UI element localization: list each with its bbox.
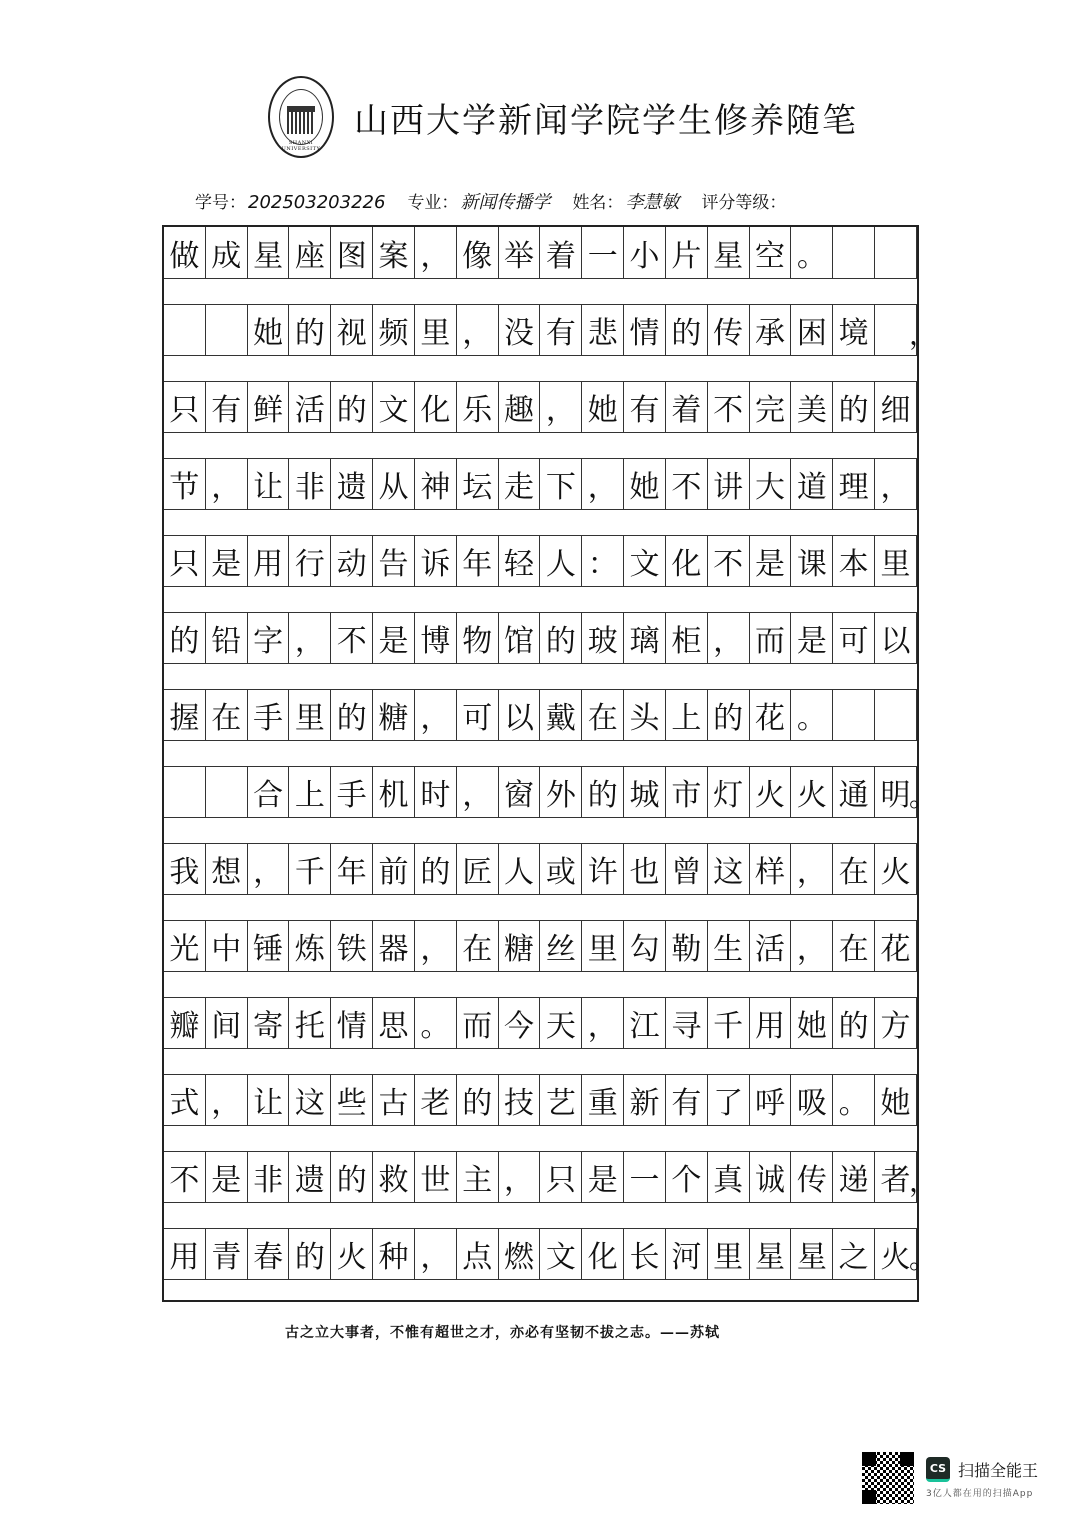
grid-cell: 没 <box>499 305 541 355</box>
grid-cell: ， <box>499 1152 541 1202</box>
grid-cell: 情 <box>331 998 373 1048</box>
grid-cell: 只 <box>164 382 206 432</box>
grid-row <box>164 1151 937 1203</box>
grid-cell: ， <box>415 921 457 971</box>
grid-cell: 方 <box>875 998 917 1048</box>
grid-cell: 里 <box>582 921 624 971</box>
grid-row <box>164 535 917 587</box>
grid-cell: 诉 <box>415 536 457 586</box>
grid-cell: 的 <box>582 767 624 817</box>
grid-cell: ： <box>582 536 624 586</box>
grid-cell: ， <box>289 613 331 663</box>
grid-cell: 的 <box>540 613 582 663</box>
grid-cell: 火 <box>791 767 833 817</box>
grid-cell: 举 <box>499 227 541 278</box>
grid-cell: 本 <box>833 536 875 586</box>
grid-cell <box>875 690 917 740</box>
app-name: 扫描全能王 <box>958 1461 1039 1480</box>
grid-cell: 图 <box>331 227 373 278</box>
grid-cell: 以 <box>875 613 917 663</box>
major-label: 专业： <box>407 193 459 213</box>
grid-cell: 完 <box>750 382 792 432</box>
grid-cell: 之 <box>833 1229 875 1279</box>
grid-cell: 柜 <box>666 613 708 663</box>
grid-cell: ， <box>206 1075 248 1125</box>
grid-cell: 的 <box>164 613 206 663</box>
grid-row <box>164 997 917 1049</box>
grid-cell: 生 <box>708 921 750 971</box>
grid-cell: ， <box>540 382 582 432</box>
grid-cell: 锤 <box>248 921 290 971</box>
grid-cell: ， <box>415 1229 457 1279</box>
grid-cell: 的 <box>708 690 750 740</box>
grid-cell: 的 <box>331 382 373 432</box>
grid-cell: 物 <box>457 613 499 663</box>
grid-cell: 的 <box>289 305 331 355</box>
grid-cell: 不 <box>666 459 708 509</box>
grid-cell: 者 <box>875 1152 917 1202</box>
grid-cell: 。 <box>833 1075 875 1125</box>
grid-cell: 她 <box>875 1075 917 1125</box>
grid-cell: 只 <box>540 1152 582 1202</box>
grid-cell: 或 <box>540 844 582 894</box>
grid-cell: 上 <box>666 690 708 740</box>
grid-cell: 里 <box>708 1229 750 1279</box>
grid-cell: 化 <box>415 382 457 432</box>
grid-cell: 光 <box>164 921 206 971</box>
grid-row <box>164 1074 917 1126</box>
grid-cell: ， <box>875 459 917 509</box>
grid-cell: ， <box>457 767 499 817</box>
page-title: 山西大学新闻学院学生修养随笔 <box>354 100 858 141</box>
grid-cell: 告 <box>373 536 415 586</box>
grid-cell: 活 <box>750 921 792 971</box>
grid-cell <box>833 690 875 740</box>
grid-cell: 世 <box>415 1152 457 1202</box>
grid-cell: 勾 <box>624 921 666 971</box>
overflow-punctuation: 。 <box>908 780 937 813</box>
grid-cell: 在 <box>206 690 248 740</box>
grid-cell: 节 <box>164 459 206 509</box>
grid-cell: 握 <box>164 690 206 740</box>
grid-cell: 托 <box>289 998 331 1048</box>
grid-cell: 星 <box>248 227 290 278</box>
grid-cell: 是 <box>206 536 248 586</box>
grid-cell: 空 <box>750 227 792 278</box>
grid-cell: 是 <box>206 1152 248 1202</box>
grid-cell: 轻 <box>499 536 541 586</box>
grid-cell: ， <box>791 844 833 894</box>
grid-cell <box>875 227 917 278</box>
grid-cell: 河 <box>666 1229 708 1279</box>
page-header <box>268 72 858 162</box>
grid-row <box>164 843 917 895</box>
grid-cell: 是 <box>582 1152 624 1202</box>
grid-cell: 行 <box>289 536 331 586</box>
grid-cell: 一 <box>582 227 624 278</box>
grid-cell: 而 <box>457 998 499 1048</box>
grid-cell: 传 <box>791 1152 833 1202</box>
grid-cell: 美 <box>791 382 833 432</box>
grid-cell: 动 <box>331 536 373 586</box>
grid-cell: 救 <box>373 1152 415 1202</box>
grid-cell: 吸 <box>791 1075 833 1125</box>
grid-cell <box>206 767 248 817</box>
grid-cell: 的 <box>415 844 457 894</box>
overflow-punctuation: ， <box>908 1165 937 1198</box>
grid-cell <box>164 767 206 817</box>
grid-cell: 不 <box>164 1152 206 1202</box>
grid-cell: 式 <box>164 1075 206 1125</box>
grid-cell: 戴 <box>540 690 582 740</box>
grid-cell: 让 <box>248 1075 290 1125</box>
grid-cell: 真 <box>708 1152 750 1202</box>
grid-cell: 像 <box>457 227 499 278</box>
student-id-label: 学号： <box>195 193 246 213</box>
grid-cell: 灯 <box>708 767 750 817</box>
grid-cell: 神 <box>415 459 457 509</box>
grid-cell: 老 <box>415 1075 457 1125</box>
grid-cell: 她 <box>248 305 290 355</box>
grid-cell: 火 <box>331 1229 373 1279</box>
grid-cell: 遗 <box>289 1152 331 1202</box>
grid-cell: 文 <box>540 1229 582 1279</box>
writing-grid <box>162 225 937 1302</box>
grid-cell: 用 <box>750 998 792 1048</box>
grid-row <box>164 766 937 818</box>
grid-cell: 了 <box>708 1075 750 1125</box>
grid-cell: 市 <box>666 767 708 817</box>
grid-cell: 璃 <box>624 613 666 663</box>
grid-cell: 以 <box>499 690 541 740</box>
grid-cell: 间 <box>206 998 248 1048</box>
grid-cell: 星 <box>708 227 750 278</box>
student-id-value: 202503203226 <box>248 192 386 213</box>
grid-cell: 江 <box>624 998 666 1048</box>
grid-cell: 炼 <box>289 921 331 971</box>
name-label: 姓名： <box>572 193 624 213</box>
grid-cell: 乐 <box>457 382 499 432</box>
grid-cell: 器 <box>373 921 415 971</box>
grid-cell: 道 <box>791 459 833 509</box>
grid-cell: 的 <box>457 1075 499 1125</box>
grid-cell: 铅 <box>206 613 248 663</box>
grid-cell: 古 <box>373 1075 415 1125</box>
grid-cell: 手 <box>331 767 373 817</box>
grid-cell: 年 <box>331 844 373 894</box>
grid-cell: 种 <box>373 1229 415 1279</box>
grid-cell: 个 <box>666 1152 708 1202</box>
grid-cell: 这 <box>708 844 750 894</box>
grid-cell: 里 <box>289 690 331 740</box>
grid-cell: 火 <box>875 844 917 894</box>
grid-cell: 今 <box>499 998 541 1048</box>
grid-cell: ， <box>248 844 290 894</box>
grid-cell: 瓣 <box>164 998 206 1048</box>
grid-cell: 重 <box>582 1075 624 1125</box>
grid-cell: 前 <box>373 844 415 894</box>
grid-cell: 年 <box>457 536 499 586</box>
grid-cell: 情 <box>624 305 666 355</box>
grid-cell: 匠 <box>457 844 499 894</box>
grid-cell: 是 <box>791 613 833 663</box>
grid-cell: 里 <box>415 305 457 355</box>
grid-cell: 曾 <box>666 844 708 894</box>
grid-cell: 星 <box>750 1229 792 1279</box>
grid-cell: 外 <box>540 767 582 817</box>
grid-cell: 非 <box>248 1152 290 1202</box>
grid-cell: 而 <box>750 613 792 663</box>
grid-cell: 。 <box>791 690 833 740</box>
app-tagline: 3亿人都在用的扫描App <box>926 1489 1034 1499</box>
grid-cell: ， <box>708 613 750 663</box>
grid-cell: 在 <box>833 921 875 971</box>
grid-cell: 。 <box>415 998 457 1048</box>
grid-cell: 化 <box>582 1229 624 1279</box>
grid-cell: 人 <box>499 844 541 894</box>
grid-cell: 座 <box>289 227 331 278</box>
grid-cell: 有 <box>624 382 666 432</box>
university-seal-icon: SHANXI UNIVERSITY <box>268 76 334 158</box>
grid-cell: 用 <box>248 536 290 586</box>
grid-cell: 春 <box>248 1229 290 1279</box>
grid-cell: 艺 <box>540 1075 582 1125</box>
grid-cell: 点 <box>457 1229 499 1279</box>
grid-cell: 可 <box>457 690 499 740</box>
grid-cell: 成 <box>206 227 248 278</box>
grid-cell: 。 <box>791 227 833 278</box>
name-value: 李慧敏 <box>625 192 680 213</box>
grid-cell: 小 <box>624 227 666 278</box>
grid-cell: 的 <box>833 998 875 1048</box>
grid-cell: 只 <box>164 536 206 586</box>
grid-cell: 天 <box>540 998 582 1048</box>
grid-cell: 递 <box>833 1152 875 1202</box>
grid-cell: 她 <box>624 459 666 509</box>
grid-cell: 的 <box>289 1229 331 1279</box>
grid-cell: 有 <box>666 1075 708 1125</box>
grid-cell: 的 <box>331 1152 373 1202</box>
grid-cell: 手 <box>248 690 290 740</box>
grid-cell: 呼 <box>750 1075 792 1125</box>
grid-cell: 诚 <box>750 1152 792 1202</box>
grid-cell: 着 <box>666 382 708 432</box>
grid-cell: 着 <box>540 227 582 278</box>
grid-cell: 大 <box>750 459 792 509</box>
grid-cell: ， <box>791 921 833 971</box>
grid-cell: 玻 <box>582 613 624 663</box>
grid-cell: 不 <box>708 382 750 432</box>
grade-label: 评分等级： <box>701 193 787 213</box>
grid-cell: 花 <box>750 690 792 740</box>
grid-cell: 新 <box>624 1075 666 1125</box>
grid-cell: 的 <box>331 690 373 740</box>
grid-cell: 做 <box>164 227 206 278</box>
grid-row <box>164 1228 937 1280</box>
grid-cell: 用 <box>164 1229 206 1279</box>
grid-cell: 主 <box>457 1152 499 1202</box>
grid-cell: 上 <box>289 767 331 817</box>
grid-cell: 花 <box>875 921 917 971</box>
grid-cell: ， <box>582 459 624 509</box>
grid-cell: 承 <box>750 305 792 355</box>
grid-cell <box>164 305 206 355</box>
grid-cell: 寻 <box>666 998 708 1048</box>
grid-cell: 不 <box>708 536 750 586</box>
camscanner-logo-icon: CS <box>926 1457 950 1482</box>
grid-cell: 些 <box>331 1075 373 1125</box>
grid-cell: 一 <box>624 1152 666 1202</box>
grid-cell: 从 <box>373 459 415 509</box>
grid-cell: 博 <box>415 613 457 663</box>
grid-row <box>164 304 937 356</box>
grid-cell: 在 <box>833 844 875 894</box>
grid-cell: 机 <box>373 767 415 817</box>
grid-cell <box>833 227 875 278</box>
grid-cell: 在 <box>582 690 624 740</box>
grid-cell: 技 <box>499 1075 541 1125</box>
grid-row <box>164 689 917 741</box>
grid-cell: 中 <box>206 921 248 971</box>
grid-cell: 字 <box>248 613 290 663</box>
grid-cell: 有 <box>540 305 582 355</box>
grid-cell: 文 <box>373 382 415 432</box>
grid-cell: 的 <box>833 382 875 432</box>
grid-cell: 头 <box>624 690 666 740</box>
grid-cell: 城 <box>624 767 666 817</box>
student-info <box>195 188 895 214</box>
grid-cell: 频 <box>373 305 415 355</box>
grid-row <box>164 227 917 279</box>
grid-cell: 星 <box>791 1229 833 1279</box>
grid-cell: 走 <box>499 459 541 509</box>
grid-cell: 她 <box>791 998 833 1048</box>
grid-cell: 许 <box>582 844 624 894</box>
grid-cell: 趣 <box>499 382 541 432</box>
grid-cell: 铁 <box>331 921 373 971</box>
grid-cell: 馆 <box>499 613 541 663</box>
grid-cell: ， <box>415 227 457 278</box>
grid-cell: 境 <box>833 305 875 355</box>
overflow-punctuation: ， <box>908 318 937 351</box>
grid-cell: 鲜 <box>248 382 290 432</box>
grid-cell: 化 <box>666 536 708 586</box>
grid-cell: 糖 <box>499 921 541 971</box>
grid-cell: 的 <box>666 305 708 355</box>
grid-row <box>164 612 917 664</box>
grid-cell: 青 <box>206 1229 248 1279</box>
grid-cell: 想 <box>206 844 248 894</box>
grid-cell: 传 <box>708 305 750 355</box>
grid-cell: 火 <box>875 1229 917 1279</box>
grid-cell: 不 <box>331 613 373 663</box>
qr-code-icon <box>862 1452 914 1504</box>
grid-cell: 视 <box>331 305 373 355</box>
grid-cell: ， <box>582 998 624 1048</box>
grid-cell: 有 <box>206 382 248 432</box>
grid-cell: 火 <box>750 767 792 817</box>
grid-cell: 千 <box>708 998 750 1048</box>
grid-cell: ， <box>206 459 248 509</box>
grid-row <box>164 458 917 510</box>
grid-cell: 活 <box>289 382 331 432</box>
grid-cell: 文 <box>624 536 666 586</box>
grid-cell: 我 <box>164 844 206 894</box>
grid-cell: 通 <box>833 767 875 817</box>
grid-cell: 寄 <box>248 998 290 1048</box>
grid-cell: 里 <box>875 536 917 586</box>
grid-cell: ， <box>457 305 499 355</box>
grid-cell: 是 <box>373 613 415 663</box>
grid-cell: 长 <box>624 1229 666 1279</box>
grid-cell: 合 <box>248 767 290 817</box>
grid-cell: 课 <box>791 536 833 586</box>
grid-row <box>164 381 917 433</box>
major-value: 新闻传播学 <box>460 192 551 213</box>
grid-cell: 她 <box>582 382 624 432</box>
grid-cell: 片 <box>666 227 708 278</box>
grid-cell: 明 <box>875 767 917 817</box>
grid-cell: 讲 <box>708 459 750 509</box>
grid-cell: 燃 <box>499 1229 541 1279</box>
grid-cell: 遗 <box>331 459 373 509</box>
grid-cell: 丝 <box>540 921 582 971</box>
grid-cell: 案 <box>373 227 415 278</box>
grid-cell: 糖 <box>373 690 415 740</box>
grid-cell: 样 <box>750 844 792 894</box>
grid-cell: 非 <box>289 459 331 509</box>
grid-cell: 思 <box>373 998 415 1048</box>
grid-cell: 这 <box>289 1075 331 1125</box>
grid-cell: 时 <box>415 767 457 817</box>
grid-cell: 可 <box>833 613 875 663</box>
grid-cell: 是 <box>750 536 792 586</box>
footer-quote: 古之立大事者，不惟有超世之才，亦必有坚韧不拔之志。——苏轼 <box>285 1325 720 1341</box>
grid-cell: 下 <box>540 459 582 509</box>
grid-cell: 让 <box>248 459 290 509</box>
grid-cell: 人 <box>540 536 582 586</box>
scanner-watermark <box>862 1452 1038 1504</box>
grid-cell: 细 <box>875 382 917 432</box>
grid-cell: 在 <box>457 921 499 971</box>
grid-cell: 也 <box>624 844 666 894</box>
grid-cell: 理 <box>833 459 875 509</box>
grid-cell: 千 <box>289 844 331 894</box>
grid-cell: ， <box>415 690 457 740</box>
grid-row <box>164 920 917 972</box>
overflow-punctuation: 。 <box>908 1242 937 1275</box>
grid-cell: 勒 <box>666 921 708 971</box>
grid-cell: 窗 <box>499 767 541 817</box>
grid-cell: 困 <box>791 305 833 355</box>
grid-cell: 悲 <box>582 305 624 355</box>
grid-cell: 坛 <box>457 459 499 509</box>
grid-cell <box>206 305 248 355</box>
